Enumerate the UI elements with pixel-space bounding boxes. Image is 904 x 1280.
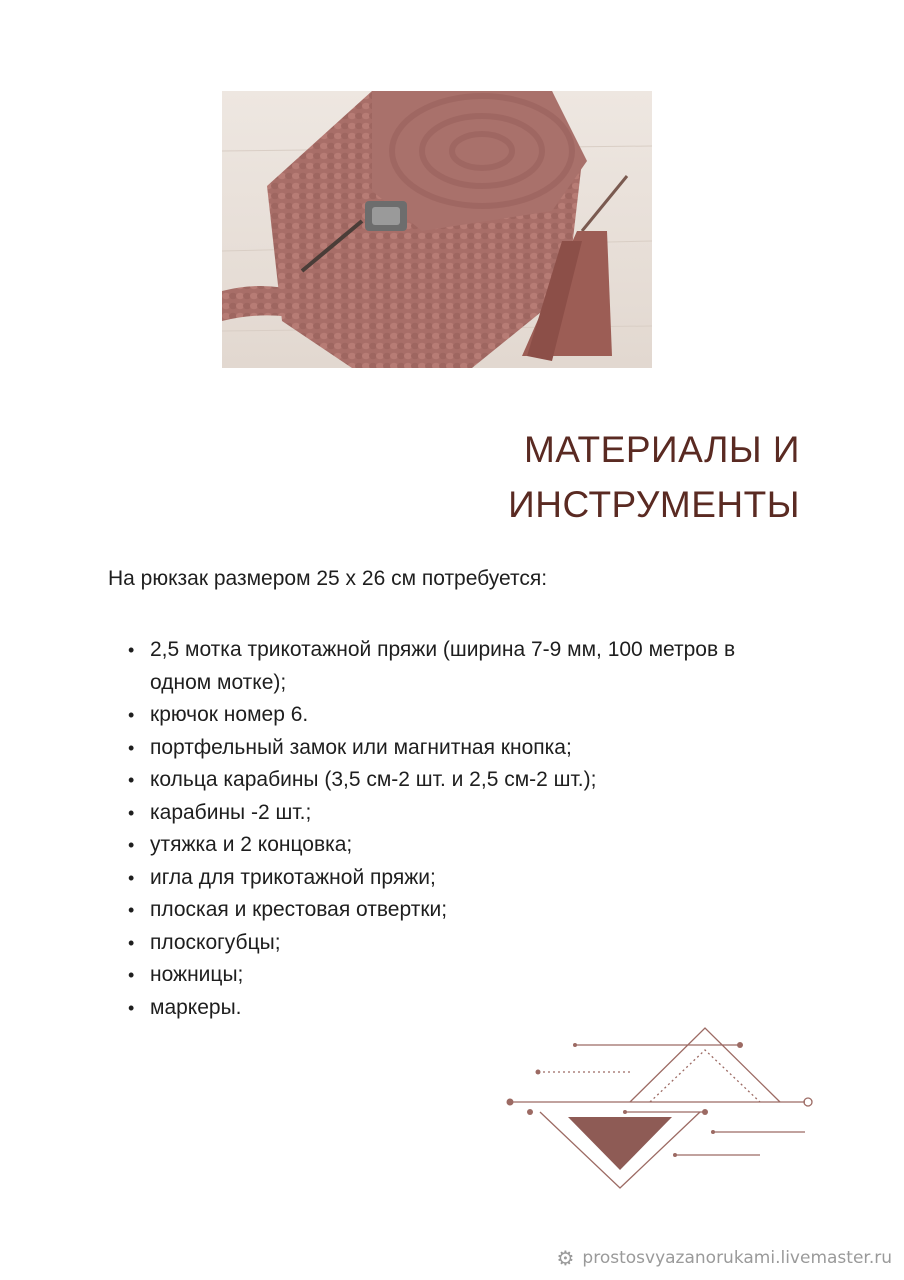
list-item: • 2,5 мотка трикотажной пряжи (ширина 7-9 мм, 100 метров в одном мотке); <box>128 634 788 699</box>
list-item: • маркеры. <box>128 992 788 1025</box>
list-item: • ножницы; <box>128 959 788 992</box>
crochet-backpack-image <box>222 91 652 368</box>
list-item: • портфельный замок или магнитная кнопка; <box>128 732 788 765</box>
list-item: • игла для трикотажной пряжи; <box>128 862 788 895</box>
list-item: • карабины -2 шт.; <box>128 797 788 830</box>
list-item: • плоская и крестовая отвертки; <box>128 894 788 927</box>
heading-line-1: МАТЕРИАЛЫ И <box>523 429 800 470</box>
gear-logo-icon: ⚙ <box>556 1246 575 1270</box>
list-item: • плоскогубцы; <box>128 927 788 960</box>
list-item: • утяжка и 2 концовка; <box>128 829 788 862</box>
list-item: • крючок номер 6. <box>128 699 788 732</box>
decorative-ornament <box>500 1020 820 1195</box>
footer-site: prostosvyazanorukami.livemaster.ru <box>582 1248 892 1268</box>
intro-text: На рюкзак размером 25 х 26 см потребуется: <box>108 567 548 590</box>
heading-line-2: ИНСТРУМЕНТЫ <box>508 484 800 525</box>
list-item: • кольца карабины (3,5 см-2 шт. и 2,5 см-2 шт.); <box>128 764 788 797</box>
materials-list <box>128 634 788 1024</box>
section-heading <box>470 422 800 532</box>
product-photo <box>222 91 652 368</box>
footer-watermark <box>556 1246 892 1270</box>
